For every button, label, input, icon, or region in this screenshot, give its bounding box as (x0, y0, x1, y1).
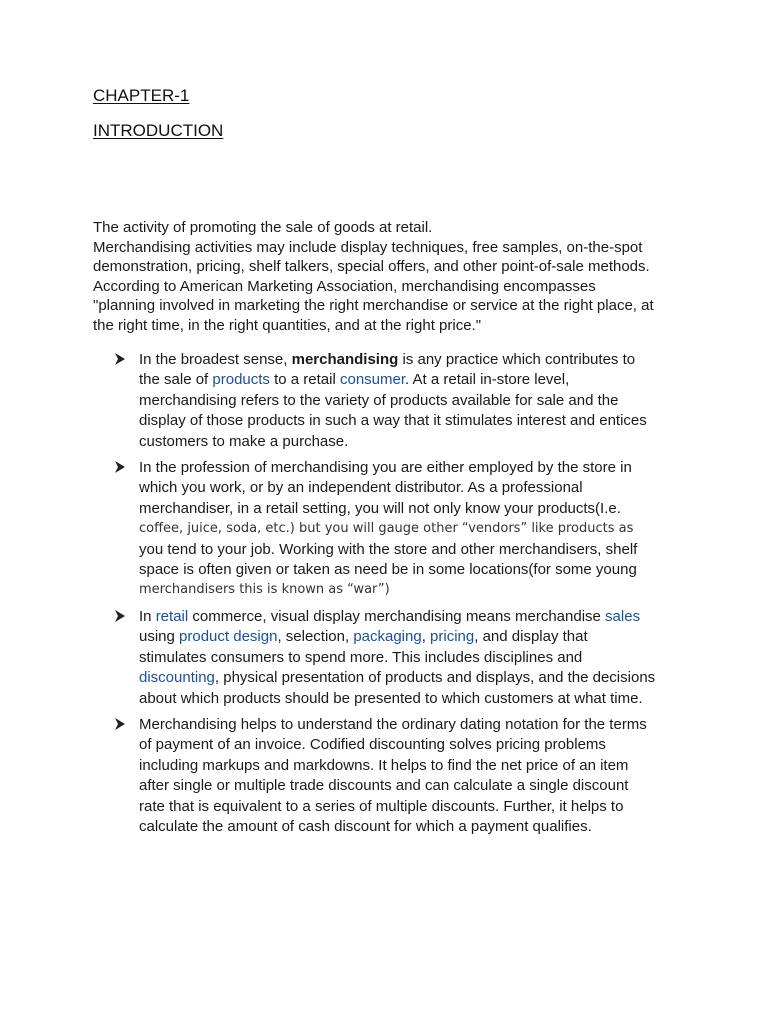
intro-paragraph (93, 218, 693, 336)
text: In the broadest sense, (139, 351, 292, 368)
text: , physical presentation of products and displays, and the decisions (214, 669, 656, 687)
text: the sale of (139, 371, 213, 389)
bullet-line: including markups and markdowns. It helps to find the net price of an item (139, 756, 629, 774)
intro-line: the right time, in the right quantities, and at the right price." (93, 316, 482, 334)
bullet-item (114, 350, 694, 452)
bullet-line: rate that is equivalent to a series of multiple discounts. Further, it helps to (139, 797, 624, 815)
text: , (421, 628, 431, 646)
bullet-line (139, 350, 694, 370)
bullet-line: which you work, or by an independent distributor. As a professional (139, 479, 583, 497)
bullet-item (114, 458, 694, 601)
bullet-line: about which products should be presented to which customers at what time. (139, 689, 643, 707)
bullet-line (139, 370, 694, 390)
bullet-line (139, 627, 694, 647)
link-consumer[interactable]: consumer (339, 371, 406, 389)
bullet-line: In the profession of merchandising you are either employed by the store in (139, 459, 632, 477)
arrowhead-bullet-icon (114, 460, 126, 474)
bullet-line: after single or multiple trade discounts and can calculate a single discount (139, 777, 629, 795)
intro-line: "planning involved in marketing the right merchandise or service at the right place, at (93, 297, 654, 315)
bullet-line: of payment of an invoice. Codified discounting solves pricing problems (139, 736, 606, 754)
chapter-title: CHAPTER-1 (93, 86, 190, 105)
text: commerce, visual display merchandising means merchandise (188, 607, 606, 625)
bold-term: merchandising (291, 351, 399, 368)
bullet-line: merchandisers this is known as “war”) (139, 582, 390, 598)
link-product-design[interactable]: product design (179, 628, 278, 646)
text: is any practice which contributes to (398, 351, 636, 368)
bullet-line: customers to make a purchase. (139, 432, 349, 450)
bullet-list (114, 350, 694, 843)
intro-line: The activity of promoting the sale of goods at retail. (93, 219, 433, 236)
arrowhead-bullet-icon (114, 352, 126, 366)
text: , and display that (474, 628, 588, 646)
intro-line: demonstration, pricing, shelf talkers, special offers, and other point-of-sale methods. (93, 258, 650, 276)
bullet-line (139, 668, 694, 688)
text: In (139, 607, 156, 625)
intro-line: Merchandising activities may include display techniques, free samples, on-the-spot (93, 238, 643, 256)
bullet-line: coffee, juice, soda, etc.) but you will gauge other “vendors” like products as (139, 521, 634, 537)
text: . At a retail in-store level, (405, 371, 570, 389)
bullet-line: Merchandising helps to understand the ordinary dating notation for the terms (139, 715, 647, 733)
link-products[interactable]: products (212, 371, 270, 389)
link-sales[interactable]: sales (605, 607, 641, 625)
section-heading: INTRODUCTION (93, 121, 224, 140)
bullet-item (114, 715, 694, 837)
arrowhead-bullet-icon (114, 717, 126, 731)
bullet-line: space is often given or taken as need be in some locations(for some young (139, 561, 637, 579)
link-retail[interactable]: retail (155, 607, 189, 625)
bullet-line: merchandising refers to the variety of products available for sale and the (139, 391, 619, 409)
link-packaging[interactable]: packaging (353, 628, 422, 646)
bullet-line: display of those products in such a way that it stimulates interest and entices (139, 412, 647, 430)
bullet-line: merchandiser, in a retail setting, you will not only know your products(I.e. (139, 499, 621, 517)
intro-line: According to American Marketing Association, merchandising encompasses (93, 277, 596, 295)
text: using (139, 628, 180, 646)
bullet-line (139, 607, 694, 627)
arrowhead-bullet-icon (114, 609, 126, 623)
link-pricing[interactable]: pricing (430, 628, 475, 646)
bullet-item (114, 607, 694, 709)
text: to a retail (269, 371, 340, 389)
text: , selection, (277, 628, 354, 646)
bullet-line: stimulates consumers to spend more. This includes disciplines and (139, 648, 583, 666)
bullet-line: calculate the amount of cash discount for which a payment qualifies. (139, 817, 592, 835)
bullet-line: you tend to your job. Working with the store and other merchandisers, shelf (139, 540, 638, 558)
link-discounting[interactable]: discounting (139, 669, 215, 687)
